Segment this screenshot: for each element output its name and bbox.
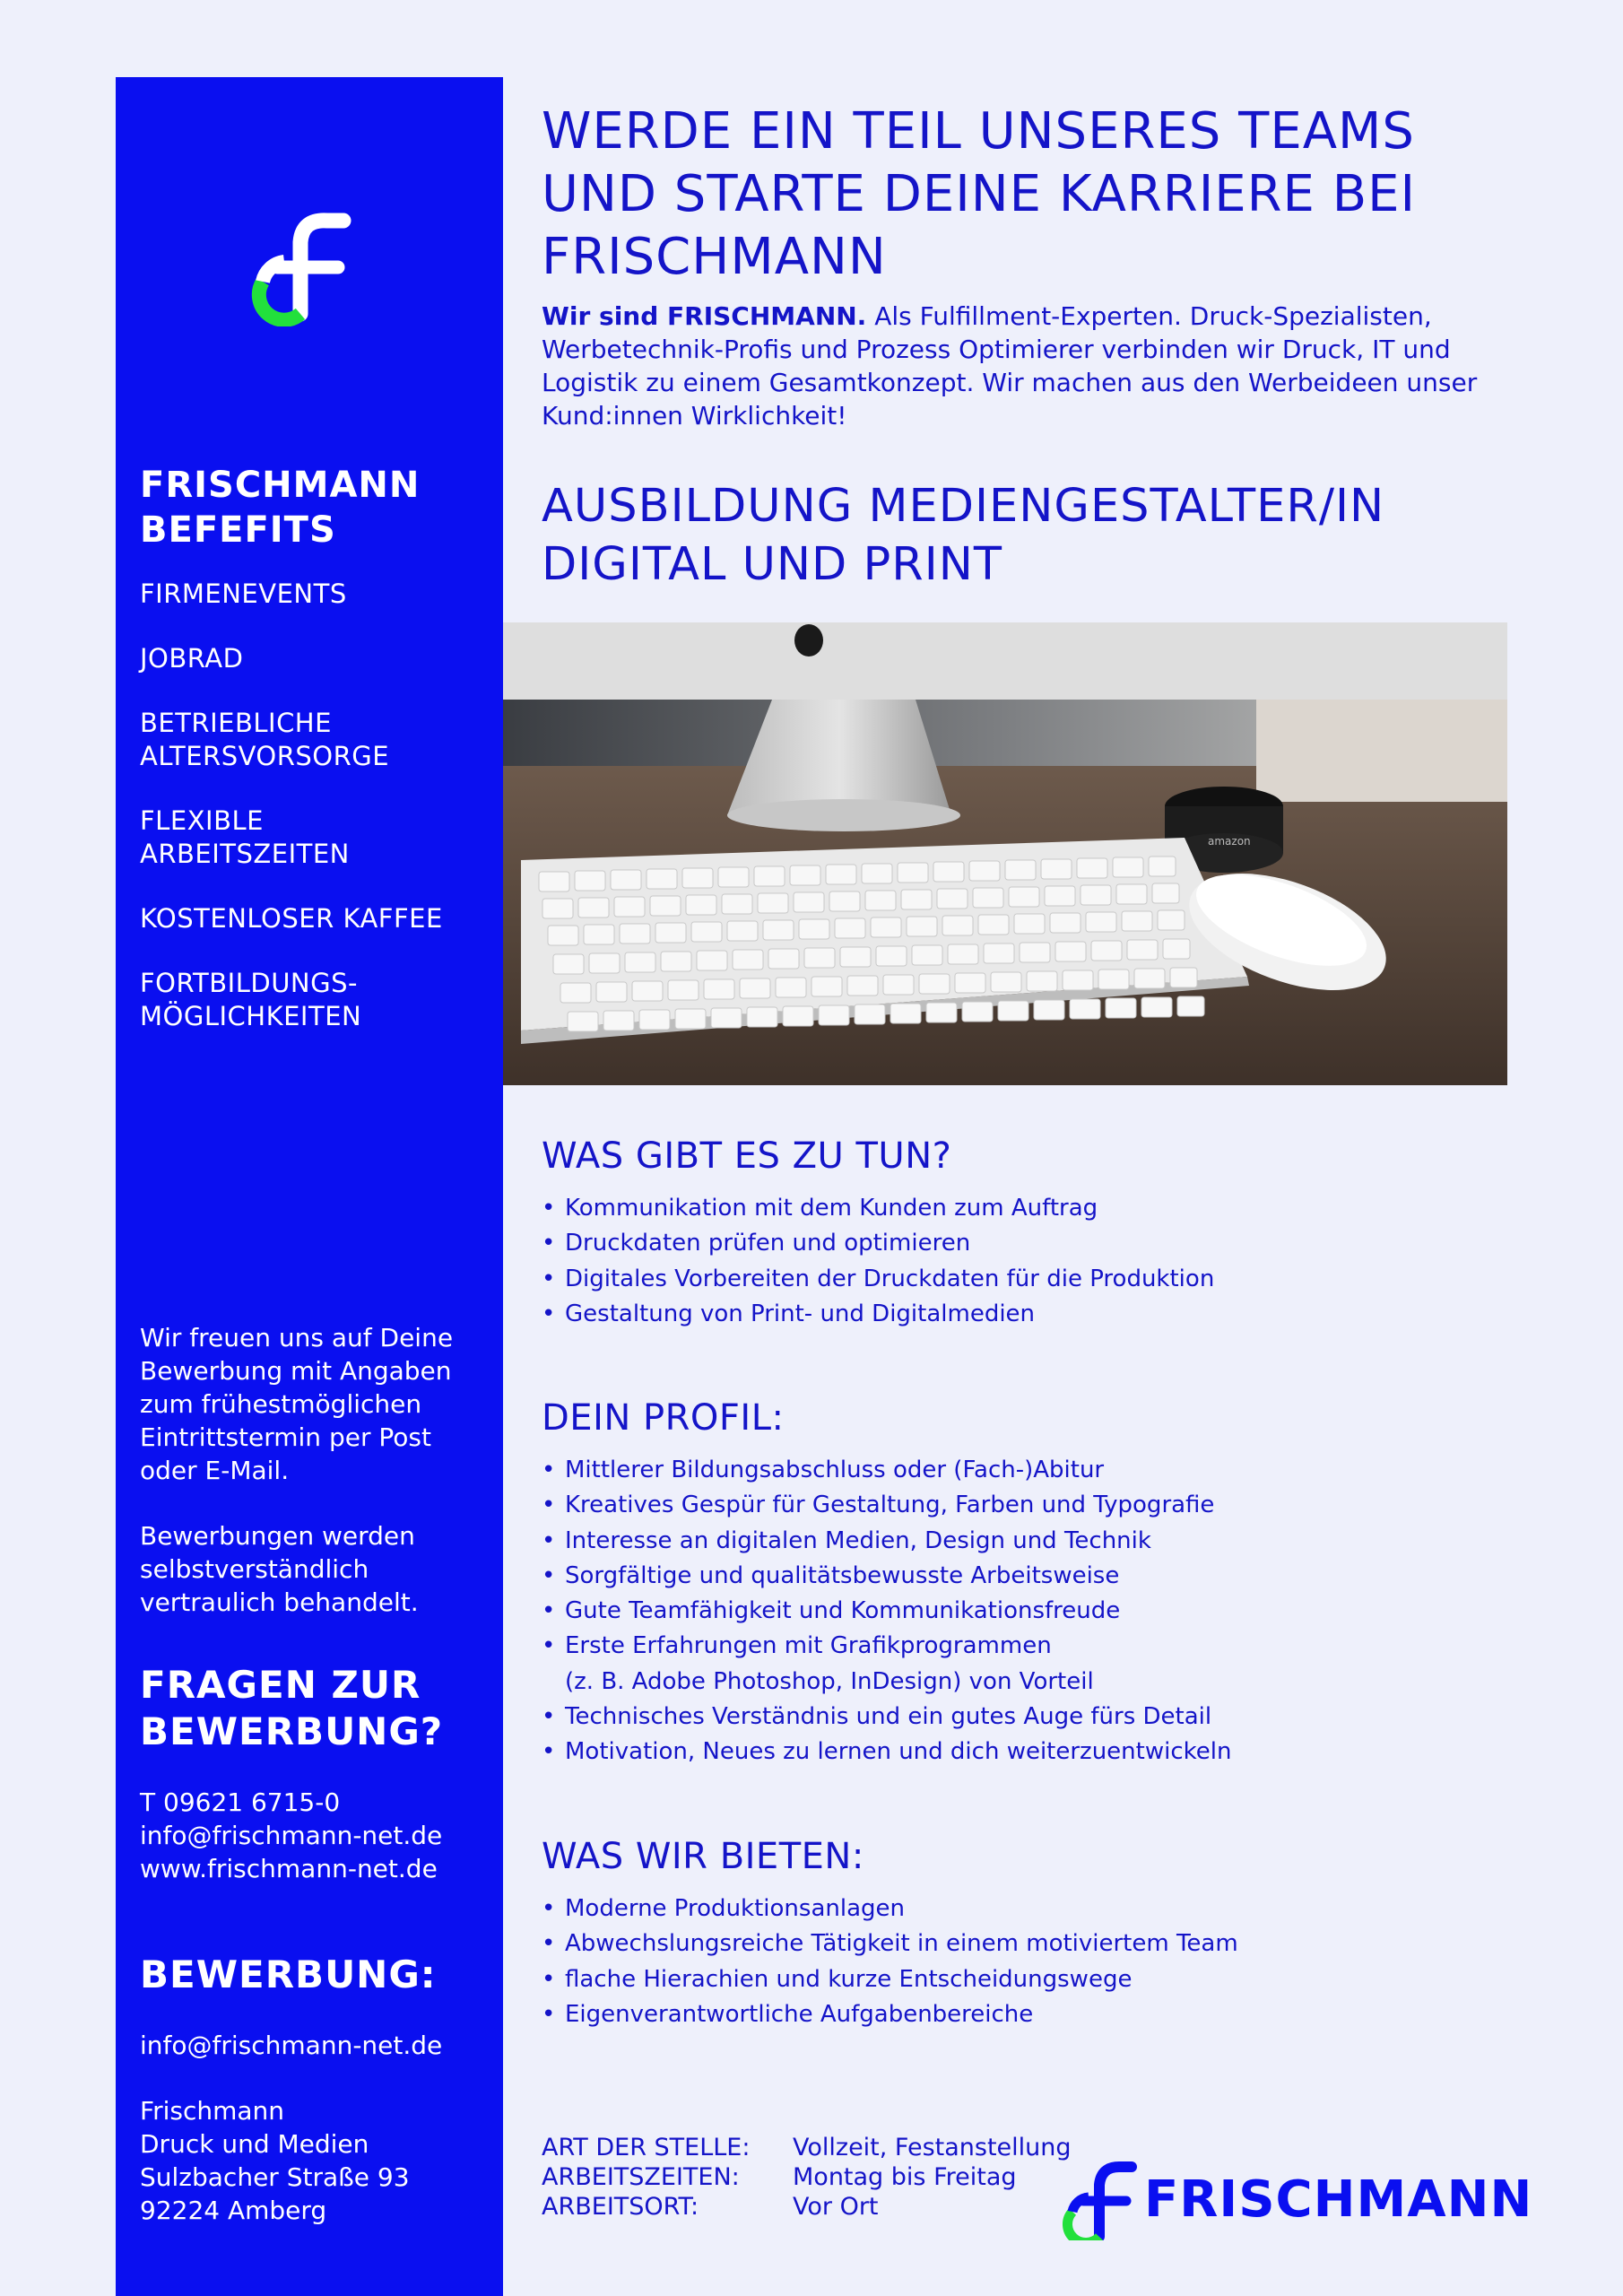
benefit-item: FLEXIBLE ARBEITSZEITEN — [140, 805, 350, 869]
apply-email[interactable]: info@frischmann-net.de — [140, 2031, 443, 2060]
fact-label: ARBEITSZEITEN: — [542, 2163, 740, 2191]
list-item: • Mittlerer Bildungsabschluss oder (Fach-)Abitur — [542, 1453, 1510, 1488]
keyboard-mouse-desk-photo — [503, 622, 1507, 1085]
offer-section — [542, 1834, 1510, 2032]
list-item: • Kreatives Gespür für Gestaltung, Farben und Typografie — [542, 1488, 1510, 1523]
speaker-brand: amazon — [1208, 835, 1251, 848]
frischmann-f-logo-icon — [1062, 2160, 1138, 2240]
list-item: • Moderne Produktionsanlagen — [542, 1892, 1510, 1926]
fact-row — [542, 2192, 1072, 2222]
fact-row — [542, 2162, 1072, 2192]
fact-label: ART DER STELLE: — [542, 2134, 751, 2161]
fact-label: ARBEITSORT: — [542, 2193, 699, 2221]
brand-name: FRISCHMANN — [1144, 2170, 1533, 2229]
list-item: • Gestaltung von Print- und Digitalmedien — [542, 1297, 1510, 1332]
list-item: • Interesse an digitalen Medien, Design und Technik — [542, 1524, 1510, 1559]
contact-phone[interactable]: T 09621 6715-0 — [140, 1787, 341, 1817]
benefit-item: KOSTENLOSER KAFFEE — [140, 903, 443, 934]
company-address: Frischmann Druck und Medien Sulzbacher Straße 93 92224 Amberg — [140, 2096, 410, 2225]
list-item: • Erste Erfahrungen mit Grafikprogrammen (z. B. Adobe Photoshop, InDesign) von Vorteil — [542, 1629, 1510, 1700]
benefit-item: FORTBILDUNGS- MÖGLICHKEITEN — [140, 968, 362, 1031]
profile-list — [542, 1453, 1510, 1770]
profile-section — [542, 1396, 1510, 1770]
contact-website[interactable]: www.frischmann-net.de — [140, 1854, 438, 1883]
list-item: • Druckdaten prüfen und optimieren — [542, 1226, 1510, 1261]
intro-bold: Wir sind FRISCHMANN. — [542, 301, 867, 331]
benefits-title: FRISCHMANN BEFEFITS — [140, 465, 421, 551]
list-item: • Digitales Vorbereiten der Druckdaten für die Produktion — [542, 1262, 1510, 1297]
intro-text — [542, 300, 1510, 432]
list-item: • Motivation, Neues zu lernen und dich weiterzuentwickeln — [542, 1735, 1510, 1770]
intro-body: Als Fulfillment-Experten. Druck-Spezialisten, Werbetechnik-Profis und Prozess Optimierer verbinden wir Druck, IT und Logistik zu einem Gesamtkonzept. Wir machen aus den Werbeideen unser Kund:innen Wirklichkeit! — [542, 301, 1478, 430]
header — [542, 100, 1510, 432]
job-title: AUSBILDUNG MEDIENGESTALTER/IN DIGITAL UND PRINT — [542, 480, 1385, 591]
offer-title: WAS WIR BIETEN: — [542, 1836, 864, 1877]
fact-value: Vor Ort — [793, 2193, 879, 2221]
list-item: • Sorgfältige und qualitätsbewusste Arbeitsweise — [542, 1559, 1510, 1594]
sidebar — [116, 77, 503, 2296]
offer-list — [542, 1892, 1510, 2032]
contact-email[interactable]: info@frischmann-net.de — [140, 1821, 443, 1850]
list-item: • Gute Teamfähigkeit und Kommunikationsfreude — [542, 1594, 1510, 1629]
list-item: • Kommunikation mit dem Kunden zum Auftrag — [542, 1191, 1510, 1226]
questions-title: FRAGEN ZUR BEWERBUNG? — [140, 1663, 444, 1753]
brand-logo — [1062, 2160, 1533, 2240]
tasks-section — [542, 1134, 1510, 1332]
tasks-list — [542, 1191, 1510, 1332]
list-item: • flache Hierachien und kurze Entscheidungswege — [542, 1962, 1510, 1997]
tasks-title: WAS GIBT ES ZU TUN? — [542, 1135, 952, 1177]
fact-value: Montag bis Freitag — [793, 2163, 1017, 2191]
list-item: • Abwechslungsreiche Tätigkeit in einem motiviertem Team — [542, 1926, 1510, 1961]
benefit-item: BETRIEBLICHE ALTERSVORSORGE — [140, 708, 390, 771]
benefit-item: FIRMENEVENTS — [140, 578, 347, 609]
apply-title: BEWERBUNG: — [140, 1952, 437, 1996]
fact-value: Vollzeit, Festanstellung — [793, 2134, 1072, 2161]
frischmann-logo-icon — [243, 210, 360, 326]
privacy-note: Bewerbungen werden selbstverständlich vertraulich behandelt. — [140, 1521, 419, 1617]
application-note: Wir freuen uns auf Deine Bewerbung mit Angaben zum frühestmöglichen Eintrittstermin per Post oder E-Mail. — [140, 1323, 454, 1485]
page-headline: WERDE EIN TEIL UNSERES TEAMS UND STARTE DEINE KARRIERE BEI FRISCHMANN — [542, 102, 1417, 286]
list-item: • Eigenverantwortliche Aufgabenbereiche — [542, 1997, 1510, 2032]
fact-row — [542, 2133, 1072, 2162]
benefit-item: JOBRAD — [140, 643, 244, 674]
list-item: • Technisches Verständnis und ein gutes Auge fürs Detail — [542, 1700, 1510, 1735]
profile-title: DEIN PROFIL: — [542, 1397, 785, 1439]
job-facts — [542, 2133, 1072, 2222]
